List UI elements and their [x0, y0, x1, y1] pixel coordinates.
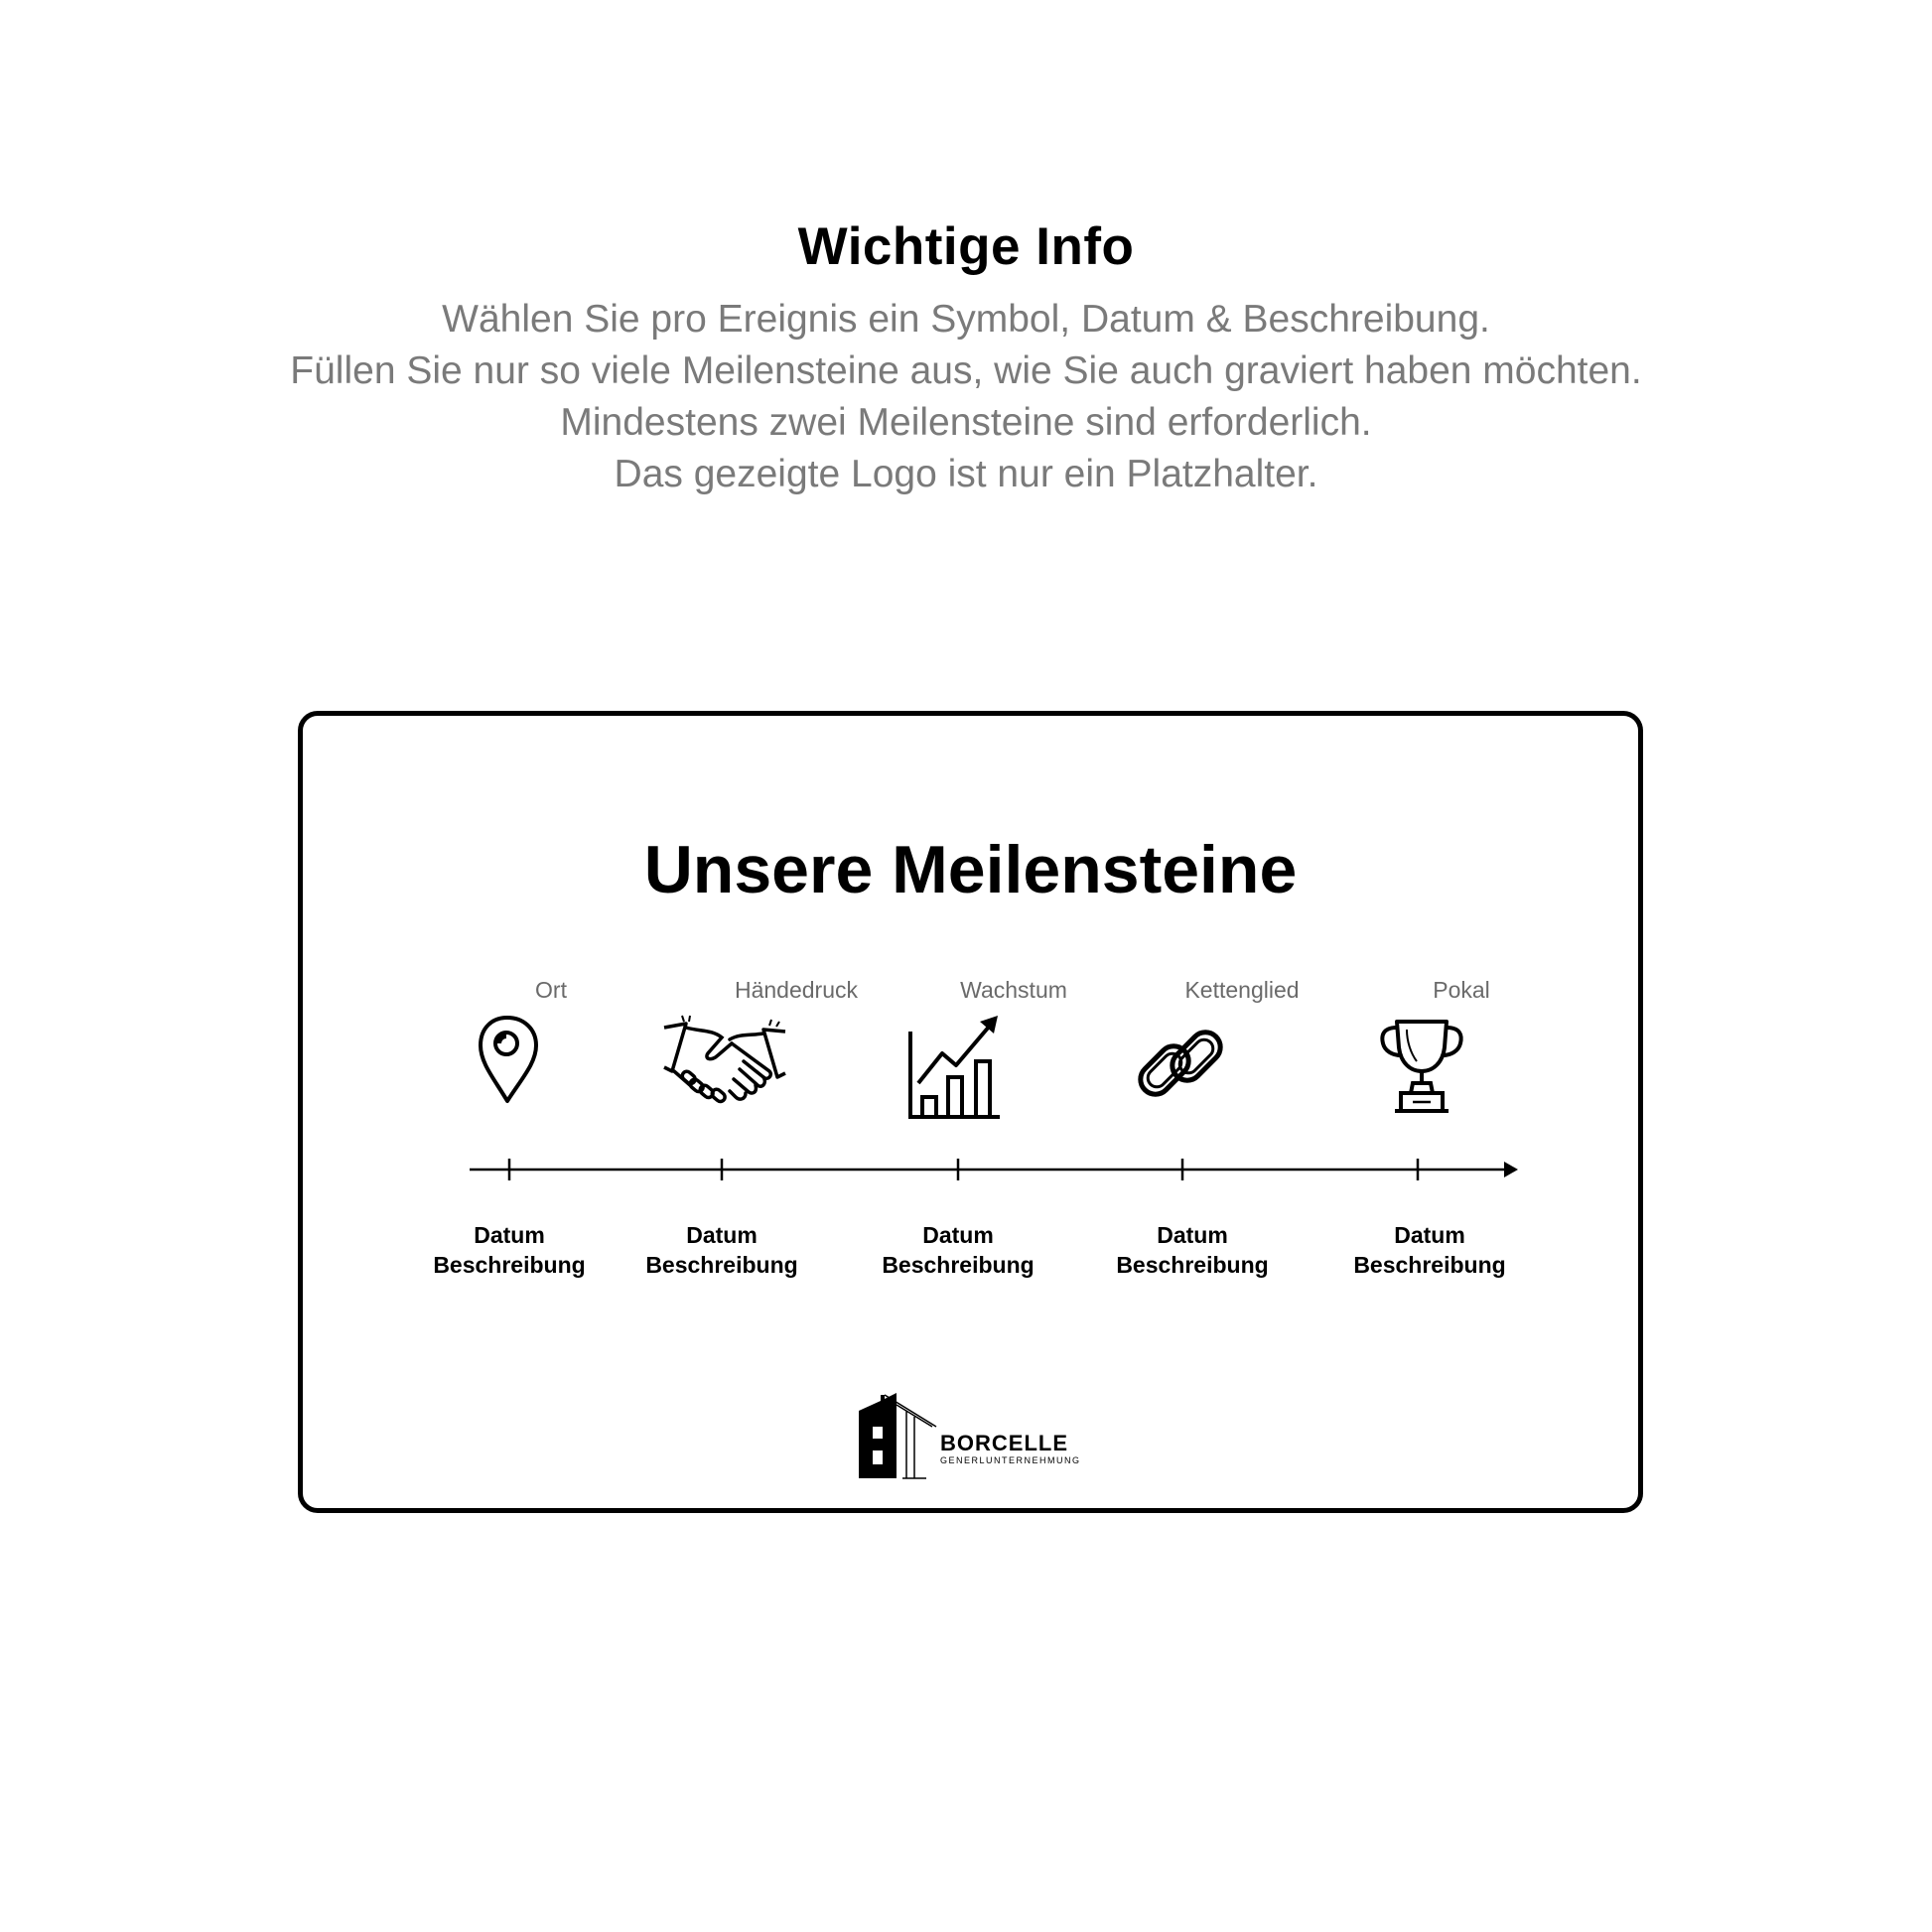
milestone-description: Beschreibung: [882, 1252, 1035, 1278]
info-text: [0, 294, 1932, 500]
milestone-description: Beschreibung: [645, 1252, 798, 1278]
milestone-date: Datum: [922, 1222, 994, 1248]
milestone-5: [1353, 1220, 1505, 1280]
logo-name: BORCELLE: [940, 1431, 1068, 1455]
building-logo-icon: [857, 1391, 946, 1480]
milestone-2: [645, 1220, 797, 1280]
milestone-1: [433, 1220, 585, 1280]
card-title: Unsere Meilensteine: [643, 832, 1298, 907]
milestone-date: Datum: [1157, 1222, 1228, 1248]
milestone-date: Datum: [686, 1222, 758, 1248]
info-line: Füllen Sie nur so viele Meilensteine aus, wie Sie auch graviert haben möchten.: [290, 349, 1642, 392]
milestone-description: Beschreibung: [1353, 1252, 1506, 1278]
milestone-date: Datum: [474, 1222, 545, 1248]
icon-label-growth: Wachstum: [960, 977, 1067, 1003]
timeline-axis: [303, 716, 1648, 1518]
milestones-card: [298, 711, 1643, 1513]
milestone-4: [1116, 1220, 1268, 1280]
info-line: Das gezeigte Logo ist nur ein Platzhalter.: [614, 453, 1318, 495]
logo-subtitle: GENERLUNTERNEHMUNG: [940, 1455, 1081, 1465]
icon-label-ort: Ort: [535, 977, 567, 1003]
info-line: Wählen Sie pro Ereignis ein Symbol, Datum & Beschreibung.: [442, 298, 1490, 341]
icon-label-handshake: Händedruck: [734, 977, 859, 1003]
icon-label-chain: Kettenglied: [1184, 977, 1300, 1003]
milestone-description: Beschreibung: [1116, 1252, 1269, 1278]
milestone-3: [882, 1220, 1034, 1280]
info-line: Mindestens zwei Meilensteine sind erforderlich.: [560, 401, 1372, 444]
info-title: Wichtige Info: [797, 217, 1135, 276]
milestone-description: Beschreibung: [433, 1252, 586, 1278]
icon-label-trophy: Pokal: [1433, 977, 1490, 1003]
milestone-date: Datum: [1394, 1222, 1465, 1248]
